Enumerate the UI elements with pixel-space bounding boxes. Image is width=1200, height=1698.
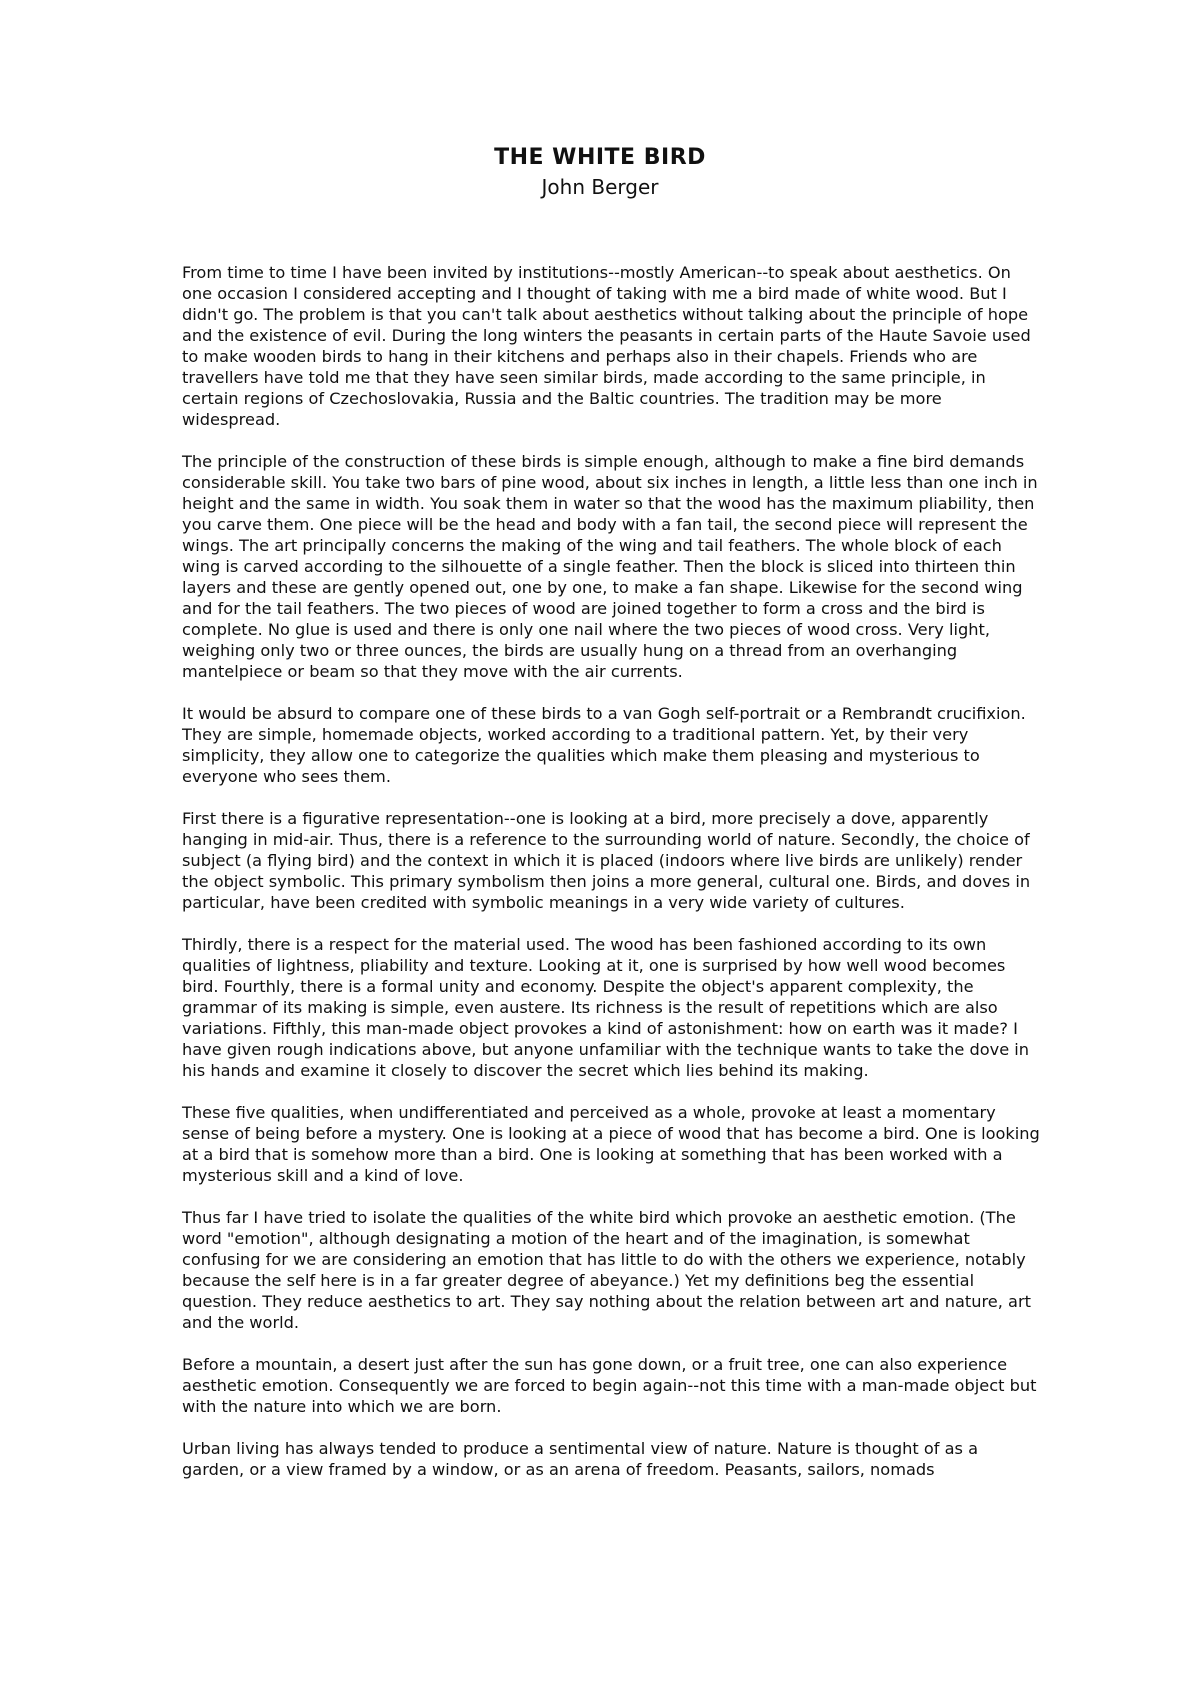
paragraph-2: The principle of the construction of these birds is simple enough, although to make a fine bird demands considerable skill. You take two bars of pine wood, about six inches in length, a little less than one inch in height and the same in width. You soak them in water so that the wood has the maximum pliability, then you carve them. One piece will be the head and body with a fan tail, the second piece will represent the wings. The art principally concerns the making of the wing and tail feathers. The whole block of each wing is carved according to the silhouette of a single feather. Then the block is sliced into thirteen thin layers and these are gently opened out, one by one, to make a fan shape. Likewise for the second wing and for the tail feathers. The two pieces of wood are joined together to form a cross and the bird is complete. No glue is used and there is only one nail where the two pieces of wood cross. Very light, weighing only two or three ounces, the birds are usually hung on a thread from an overhanging mantelpiece or beam so that they move with the air currents. [182,452,1038,681]
paragraph-5: Thirdly, there is a respect for the material used. The wood has been fashioned according to its own qualities of lightness, pliability and texture. Looking at it, one is surprised by how well wood becomes bird. Fourthly, there is a formal unity and economy. Despite the object's apparent complexity, the grammar of its making is simple, even austere. Its richness is the result of repetitions which are also variations. Fifthly, this man-made object provokes a kind of astonishment: how on earth was it made? I have given rough indications above, but anyone unfamiliar with the technique wants to take the dove in his hands and examine it closely to discover the secret which lies behind its making. [182,935,1030,1080]
document-author: John Berger [541,175,659,199]
paragraph-6: These five qualities, when undifferentiated and perceived as a whole, provoke at least a momentary sense of being before a mystery. One is looking at a piece of wood that has become a bird. One is looking at a bird that is somehow more than a bird. One is looking at something that has been worked with a mysterious skill and a kind of love. [182,1103,1040,1185]
paragraph-4: First there is a figurative representation--one is looking at a bird, more precisely a dove, apparently hanging in mid-air. Thus, there is a reference to the surrounding world of nature. Secondly, the choice of subject (a flying bird) and the context in which it is placed (indoors where live birds are unlikely) render the object symbolic. This primary symbolism then joins a more general, cultural one. Birds, and doves in particular, have been credited with symbolic meanings in a very wide variety of cultures. [182,809,1031,912]
document-title: THE WHITE BIRD [494,145,706,170]
paragraph-7: Thus far I have tried to isolate the qualities of the white bird which provoke an aesthetic emotion. (The word "emotion", although designating a motion of the heart and of the imagination, is somewhat confusing for we are considering an emotion that has little to do with the others we experience, notably because the self here is in a far greater degree of abeyance.) Yet my definitions beg the essential question. They reduce aesthetics to art. They say nothing about the relation between art and nature, art and the world. [182,1208,1031,1332]
paragraph-9: Urban living has always tended to produce a sentimental view of nature. Nature is thought of as a garden, or a view framed by a window, or as an arena of freedom. Peasants, sailors, nomads [182,1439,979,1479]
paragraph-8: Before a mountain, a desert just after the sun has gone down, or a fruit tree, one can also experience aesthetic emotion. Consequently we are forced to begin again--not this time with a man-made object but with the nature into which we are born. [182,1355,1037,1416]
document-body [182,262,1042,1501]
paragraph-3: It would be absurd to compare one of these birds to a van Gogh self-portrait or a Rembrandt crucifixion. They are simple, homemade objects, worked according to a traditional pattern. Yet, by their very simplicity, they allow one to categorize the qualities which make them pleasing and mysterious to everyone who sees them. [182,704,1026,786]
paragraph-1: From time to time I have been invited by institutions--mostly American--to speak about aesthetics. On one occasion I considered accepting and I thought of taking with me a bird made of white wood. But I didn't go. The problem is that you can't talk about aesthetics without talking about the principle of hope and the existence of evil. During the long winters the peasants in certain parts of the Haute Savoie used to make wooden birds to hang in their kitchens and perhaps also in their chapels. Friends who are travellers have told me that they have seen similar birds, made according to the same principle, in certain regions of Czechoslovakia, Russia and the Baltic countries. The tradition may be more widespread. [182,263,1031,429]
